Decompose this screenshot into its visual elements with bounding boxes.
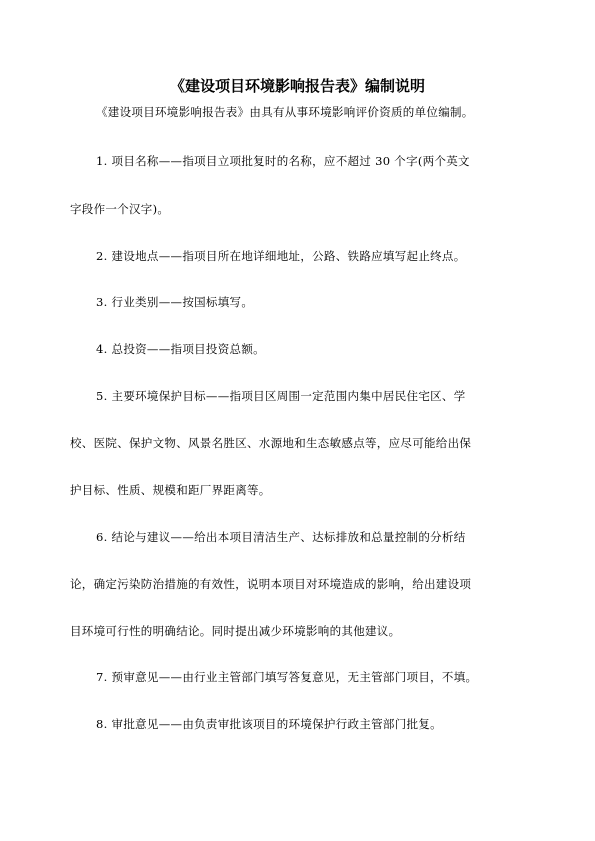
item-6-line-2: 论，确定污染防治措施的有效性，说明本项目对环境造成的影响，给出建设项: [70, 577, 472, 591]
item-1-line-1: 1. 项目名称——指项目立项批复时的名称，应不超过 30 个字(两个英文: [96, 154, 470, 168]
item-5-line-1: 5. 主要环境保护目标——指项目区周围一定范围内集中居民住宅区、学: [96, 389, 466, 403]
item-8-line-1: 8. 审批意见——由负责审批该项目的环境保护行政主管部门批复。: [96, 717, 442, 731]
item-7-line-1: 7. 预审意见——由行业主管部门填写答复意见，无主管部门项目，不填。: [96, 670, 478, 684]
document-title: 《建设项目环境影响报告表》编制说明: [169, 77, 425, 95]
item-3-line-1: 3. 行业类别——按国标填写。: [96, 295, 254, 309]
item-5-line-3: 护目标、性质、规模和距厂界距离等。: [70, 483, 271, 497]
item-4-line-1: 4. 总投资——指项目投资总额。: [96, 342, 265, 356]
item-5-line-2: 校、医院、保护文物、风景名胜区、水源地和生态敏感点等，应尽可能给出保: [70, 436, 472, 450]
item-6-line-3: 目环境可行性的明确结论。同时提出减少环境影响的其他建议。: [70, 624, 401, 638]
item-1-line-2: 字段作一个汉字)。: [70, 202, 170, 216]
item-6-line-1: 6. 结论与建议——给出本项目清洁生产、达标排放和总量控制的分析结: [96, 530, 466, 544]
intro-paragraph: 《建设项目环境影响报告表》由具有从事环境影响评价资质的单位编制。: [96, 105, 474, 119]
item-2-line-1: 2. 建设地点——指项目所在地详细地址，公路、铁路应填写起止终点。: [96, 249, 466, 263]
